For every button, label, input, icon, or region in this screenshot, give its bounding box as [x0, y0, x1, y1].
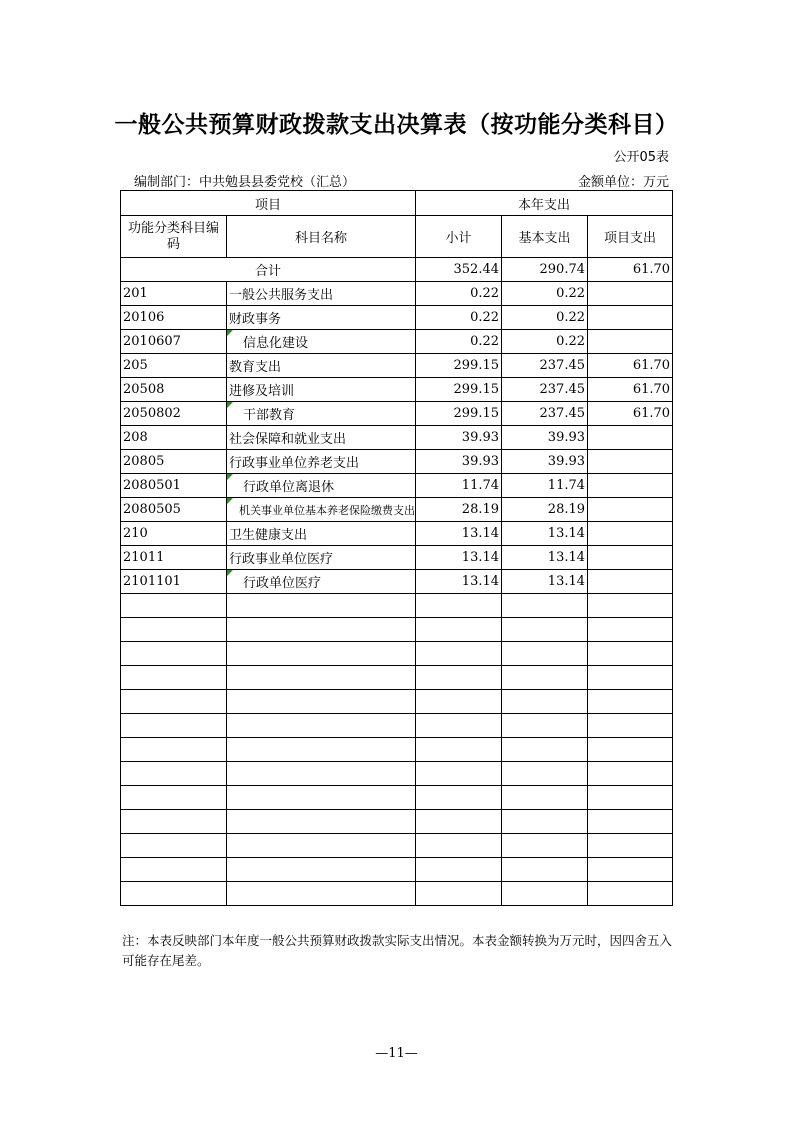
row-name-text: 行政单位医疗 [243, 576, 322, 591]
empty-cell [502, 642, 588, 666]
empty-cell [502, 834, 588, 858]
empty-cell [502, 882, 588, 906]
empty-cell [121, 762, 227, 786]
empty-row [121, 642, 673, 666]
row-project: 61.70 [588, 402, 673, 426]
row-basic: 13.14 [502, 546, 588, 570]
row-basic: 237.45 [502, 378, 588, 402]
table-row [121, 450, 673, 474]
empty-cell [588, 738, 673, 762]
cell-comment-marker [227, 402, 233, 408]
cell-comment-marker [227, 474, 233, 480]
row-subtotal: 13.14 [416, 522, 502, 546]
table-row [121, 330, 673, 354]
table-row [121, 426, 673, 450]
empty-cell [121, 666, 227, 690]
row-code: 20106 [121, 306, 227, 330]
empty-cell [227, 882, 416, 906]
empty-cell [121, 858, 227, 882]
row-project [588, 306, 673, 330]
row-code: 20508 [121, 378, 227, 402]
footnote: 注：本表反映部门本年度一般公共预算财政拨款实际支出情况。本表金额转换为万元时，因四舍五入可能存在尾差。 [122, 933, 673, 968]
empty-row [121, 810, 673, 834]
row-basic: 39.93 [502, 450, 588, 474]
table-row [121, 570, 673, 594]
row-project [588, 450, 673, 474]
empty-cell [502, 762, 588, 786]
cell-comment-marker [227, 330, 233, 336]
empty-cell [416, 666, 502, 690]
row-project [588, 330, 673, 354]
empty-cell [227, 618, 416, 642]
row-subtotal: 0.22 [416, 282, 502, 306]
empty-row [121, 786, 673, 810]
amount-unit-label: 金额单位：万元 [577, 175, 669, 190]
empty-cell [227, 714, 416, 738]
row-name [227, 498, 416, 522]
empty-cell [227, 690, 416, 714]
empty-cell [227, 786, 416, 810]
row-name: 行政事业单位养老支出 [227, 450, 416, 474]
empty-cell [416, 714, 502, 738]
row-subtotal: 13.14 [416, 570, 502, 594]
row-subtotal: 0.22 [416, 306, 502, 330]
empty-cell [121, 786, 227, 810]
row-subtotal: 28.19 [416, 498, 502, 522]
empty-cell [121, 642, 227, 666]
empty-cell [588, 594, 673, 618]
empty-cell [416, 882, 502, 906]
table-row [121, 306, 673, 330]
row-name [227, 330, 416, 354]
empty-cell [502, 738, 588, 762]
row-code: 2080505 [121, 498, 227, 522]
empty-row [121, 882, 673, 906]
row-code: 20805 [121, 450, 227, 474]
table-row [121, 474, 673, 498]
row-code: 2010607 [121, 330, 227, 354]
row-subtotal: 299.15 [416, 402, 502, 426]
header-project: 项目 [121, 191, 416, 216]
row-basic: 39.93 [502, 426, 588, 450]
empty-row [121, 666, 673, 690]
empty-row [121, 618, 673, 642]
row-subtotal: 0.22 [416, 330, 502, 354]
table-header-row-2 [121, 216, 673, 258]
total-subtotal: 352.44 [416, 258, 502, 282]
empty-cell [588, 810, 673, 834]
empty-cell [502, 714, 588, 738]
empty-cell [416, 834, 502, 858]
row-basic: 237.45 [502, 402, 588, 426]
empty-cell [588, 834, 673, 858]
row-subtotal: 39.93 [416, 450, 502, 474]
empty-cell [502, 858, 588, 882]
row-name: 卫生健康支出 [227, 522, 416, 546]
table-header-row-1 [121, 191, 673, 216]
empty-cell [588, 618, 673, 642]
row-name-text: 行政单位离退休 [243, 480, 335, 495]
empty-cell [121, 738, 227, 762]
row-name [227, 402, 416, 426]
row-basic: 13.14 [502, 570, 588, 594]
header-function-code: 功能分类科目编码 [121, 216, 227, 258]
row-code: 2080501 [121, 474, 227, 498]
row-code: 201 [121, 282, 227, 306]
total-project: 61.70 [588, 258, 673, 282]
empty-cell [416, 762, 502, 786]
table-row [121, 522, 673, 546]
empty-cell [227, 858, 416, 882]
row-project [588, 498, 673, 522]
empty-cell [416, 618, 502, 642]
empty-cell [227, 762, 416, 786]
row-subtotal: 299.15 [416, 378, 502, 402]
empty-cell [588, 642, 673, 666]
empty-cell [588, 858, 673, 882]
row-project [588, 546, 673, 570]
empty-cell [121, 690, 227, 714]
row-basic: 0.22 [502, 306, 588, 330]
row-project [588, 426, 673, 450]
row-code: 210 [121, 522, 227, 546]
row-basic: 28.19 [502, 498, 588, 522]
row-name-text: 机关事业单位基本养老保险缴费支出 [239, 503, 415, 517]
empty-cell [416, 690, 502, 714]
empty-row [121, 738, 673, 762]
expenditure-table [120, 190, 673, 906]
row-project: 61.70 [588, 354, 673, 378]
empty-cell [121, 810, 227, 834]
empty-cell [588, 714, 673, 738]
total-row [121, 258, 673, 282]
empty-cell [121, 594, 227, 618]
row-project [588, 570, 673, 594]
row-project [588, 522, 673, 546]
row-basic: 0.22 [502, 282, 588, 306]
row-name [227, 474, 416, 498]
empty-cell [227, 594, 416, 618]
row-project [588, 282, 673, 306]
empty-row [121, 762, 673, 786]
row-name: 行政事业单位医疗 [227, 546, 416, 570]
row-basic: 13.14 [502, 522, 588, 546]
empty-cell [502, 666, 588, 690]
row-name-text: 信息化建设 [243, 336, 309, 351]
row-code: 208 [121, 426, 227, 450]
table-row [121, 378, 673, 402]
empty-cell [416, 738, 502, 762]
empty-cell [121, 714, 227, 738]
row-subtotal: 11.74 [416, 474, 502, 498]
empty-cell [416, 594, 502, 618]
cell-comment-marker [227, 498, 233, 504]
page-number: —11— [375, 1046, 418, 1061]
empty-cell [502, 594, 588, 618]
header-basic-expenditure: 基本支出 [502, 216, 588, 258]
row-code: 2050802 [121, 402, 227, 426]
department-label: 编制部门：中共勉县县委党校（汇总） [134, 175, 356, 190]
row-code: 2101101 [121, 570, 227, 594]
report-title: 一般公共预算财政拨款支出决算表（按功能分类科目） [114, 112, 679, 138]
header-current-year-expenditure: 本年支出 [416, 191, 673, 216]
empty-cell [502, 810, 588, 834]
total-label: 合计 [121, 258, 416, 282]
empty-cell [416, 642, 502, 666]
empty-cell [121, 618, 227, 642]
empty-cell [588, 666, 673, 690]
row-name: 财政事务 [227, 306, 416, 330]
empty-row [121, 858, 673, 882]
row-name: 一般公共服务支出 [227, 282, 416, 306]
row-subtotal: 13.14 [416, 546, 502, 570]
row-name: 社会保障和就业支出 [227, 426, 416, 450]
empty-cell [502, 690, 588, 714]
empty-cell [227, 810, 416, 834]
empty-cell [502, 786, 588, 810]
empty-cell [588, 690, 673, 714]
row-name: 教育支出 [227, 354, 416, 378]
row-name: 进修及培训 [227, 378, 416, 402]
table-row [121, 546, 673, 570]
empty-cell [588, 762, 673, 786]
table-row [121, 282, 673, 306]
row-project [588, 474, 673, 498]
table-row [121, 498, 673, 522]
empty-cell [502, 618, 588, 642]
empty-cell [416, 858, 502, 882]
empty-cell [416, 810, 502, 834]
empty-cell [121, 882, 227, 906]
empty-cell [416, 786, 502, 810]
row-subtotal: 39.93 [416, 426, 502, 450]
form-code: 公开05表 [613, 150, 669, 165]
empty-row [121, 714, 673, 738]
empty-cell [227, 738, 416, 762]
header-subtotal: 小计 [416, 216, 502, 258]
total-basic: 290.74 [502, 258, 588, 282]
header-project-expenditure: 项目支出 [588, 216, 673, 258]
empty-cell [588, 786, 673, 810]
table-row [121, 402, 673, 426]
row-code: 21011 [121, 546, 227, 570]
cell-comment-marker [227, 570, 233, 576]
header-subject-name: 科目名称 [227, 216, 416, 258]
empty-row [121, 594, 673, 618]
row-basic: 11.74 [502, 474, 588, 498]
empty-cell [227, 666, 416, 690]
empty-cell [121, 834, 227, 858]
empty-cell [588, 882, 673, 906]
row-code: 205 [121, 354, 227, 378]
empty-row [121, 690, 673, 714]
row-project: 61.70 [588, 378, 673, 402]
row-subtotal: 299.15 [416, 354, 502, 378]
row-name-text: 干部教育 [243, 408, 296, 423]
row-name [227, 570, 416, 594]
row-basic: 237.45 [502, 354, 588, 378]
empty-row [121, 834, 673, 858]
row-basic: 0.22 [502, 330, 588, 354]
empty-cell [227, 834, 416, 858]
empty-cell [227, 642, 416, 666]
table-row [121, 354, 673, 378]
